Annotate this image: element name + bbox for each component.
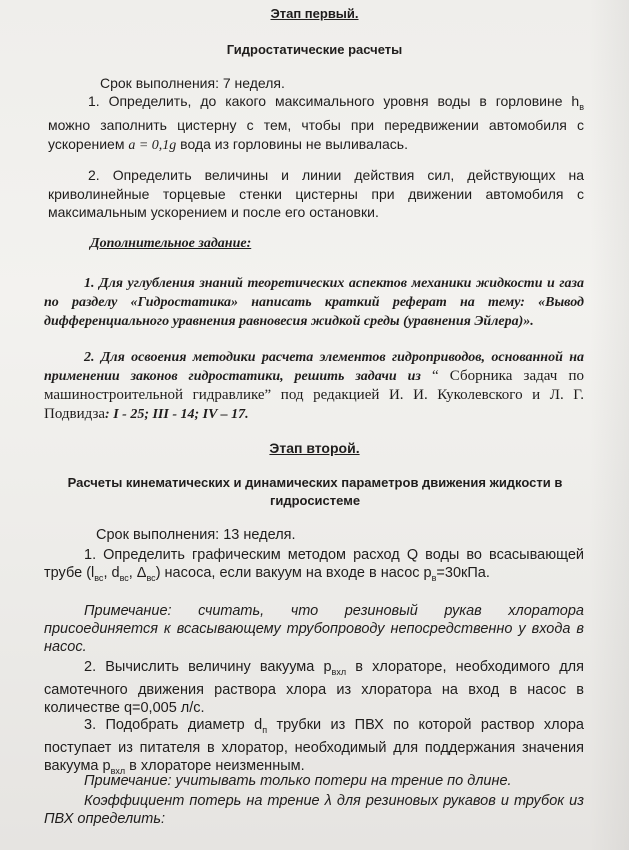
stage1-task1-formula: a = 0,1g [128, 137, 177, 153]
stage2-note2 [84, 772, 584, 790]
stage2-coef-text: Коэффициент потерь на трение λ для резиновых рукавов и трубок из ПВХ определить: [44, 793, 584, 827]
stage2-task1-s3: вс [146, 572, 156, 583]
stage1-heading-text: Гидростатические расчеты [226, 42, 403, 57]
stage1-task1 [48, 92, 584, 155]
stage2-title [0, 440, 629, 456]
additional-item2-regular: “ Сборника задач по машиностроительной гидравлике” под редакцией И. И. Куколевского и Л. Г. Подвидза [44, 368, 584, 422]
stage2-task3-sub1: п [262, 724, 268, 735]
stage1-deadline-text: Срок выполнения: 7 неделя. [100, 75, 285, 91]
stage2-task2-sub: вхл [331, 666, 347, 677]
stage1-task1-p3: вода из горловины не выливалась. [176, 135, 408, 152]
stage2-note1-text: Примечание: считать, что резиновый рукав хлоратора присоединяется к всасывающему трубопроводу непосредственно у входа в насос. [44, 603, 584, 655]
stage2-task1-p5: =30кПа. [436, 565, 490, 581]
stage2-note2-text: Примечание: учитывать только потери на трение по длине. [84, 773, 512, 789]
stage2-title-text: Этап второй. [269, 440, 360, 456]
stage2-note1 [44, 602, 584, 656]
stage2-task1-p3: , Δ [128, 565, 147, 581]
stage2-task3-sub2: вхл [110, 765, 126, 776]
page-edge-shadow [589, 0, 629, 850]
stage2-task2-p1: 2. Вычислить величину вакуума p [84, 659, 332, 675]
stage2-task1-s1: вс [94, 572, 104, 583]
stage2-task1-s4: в [431, 572, 437, 583]
additional-item1-text: 1. Для углубления знаний теоретических аспектов механики жидкости и газа по разделу «Гидростатика» написать краткий реферат на тему: «Вывод дифференциального уравнения равновесия жидкой среды (уравнения Эйлера)». [44, 276, 584, 329]
stage1-heading [0, 42, 629, 57]
stage2-deadline [96, 526, 576, 544]
stage2-task2 [44, 658, 584, 717]
additional-item1 [44, 274, 584, 331]
stage2-task1-s2: вс [119, 572, 129, 583]
stage1-title-text: Этап первый. [270, 6, 359, 21]
stage2-task1-p1: 1. Определить графическим методом расход Q воды во всасывающей трубе (l [44, 547, 584, 581]
additional-item2-tail: : I - 25; III - 14; IV – 17. [105, 407, 249, 422]
additional-heading [90, 234, 490, 253]
stage2-task1-p4: ) насоса, если вакуум на входе в насос p [155, 565, 432, 581]
stage2-deadline-text: Срок выполнения: 13 неделя. [96, 527, 296, 543]
stage1-title [0, 6, 629, 21]
stage2-heading-text: Расчеты кинематических и динамических параметров движения жидкости в гидросистеме [67, 475, 563, 508]
stage1-task2-text: 2. Определить величины и линии действия сил, действующих на криволинейные торцевые стенки цистерны при движении автомобиля с максимальным ускорением и после его остановки. [48, 167, 584, 220]
stage1-task2 [48, 166, 584, 222]
stage1-deadline [100, 74, 580, 93]
stage2-task3-p1: 3. Подобрать диаметр d [84, 717, 263, 733]
additional-item2-bold: 2. Для освоения методики расчета элементов гидроприводов, основанной на применении законов гидростатики, решить задачи из [44, 350, 584, 384]
stage1-task1-p2: можно заполнить цистерну с тем, чтобы при передвижении автомобиля с ускорением [48, 117, 584, 152]
stage2-task1 [44, 546, 584, 587]
additional-item2 [44, 348, 584, 424]
stage2-heading [50, 474, 580, 510]
stage2-task2-p2: в хлораторе, необходимого для самотечного движения раствора хлора из хлоратора на вход в насос в количестве q=0,005 л/с. [44, 659, 584, 716]
stage2-coef [44, 792, 584, 828]
stage2-task3 [44, 716, 584, 780]
stage1-task1-sub: в [579, 101, 584, 112]
additional-heading-text: Дополнительное задание: [90, 236, 252, 251]
stage2-task3-p2: трубки из ПВХ по которой раствор хлора поступает из питателя в хлоратор, необходимый для поддержания значения вакуума p [44, 717, 584, 774]
stage2-task3-p3: в хлораторе неизменным. [125, 757, 305, 774]
stage1-task1-p1: 1. Определить, до какого максимального уровня воды в горловине h [88, 93, 580, 109]
stage2-task1-p2: , d [103, 565, 120, 581]
